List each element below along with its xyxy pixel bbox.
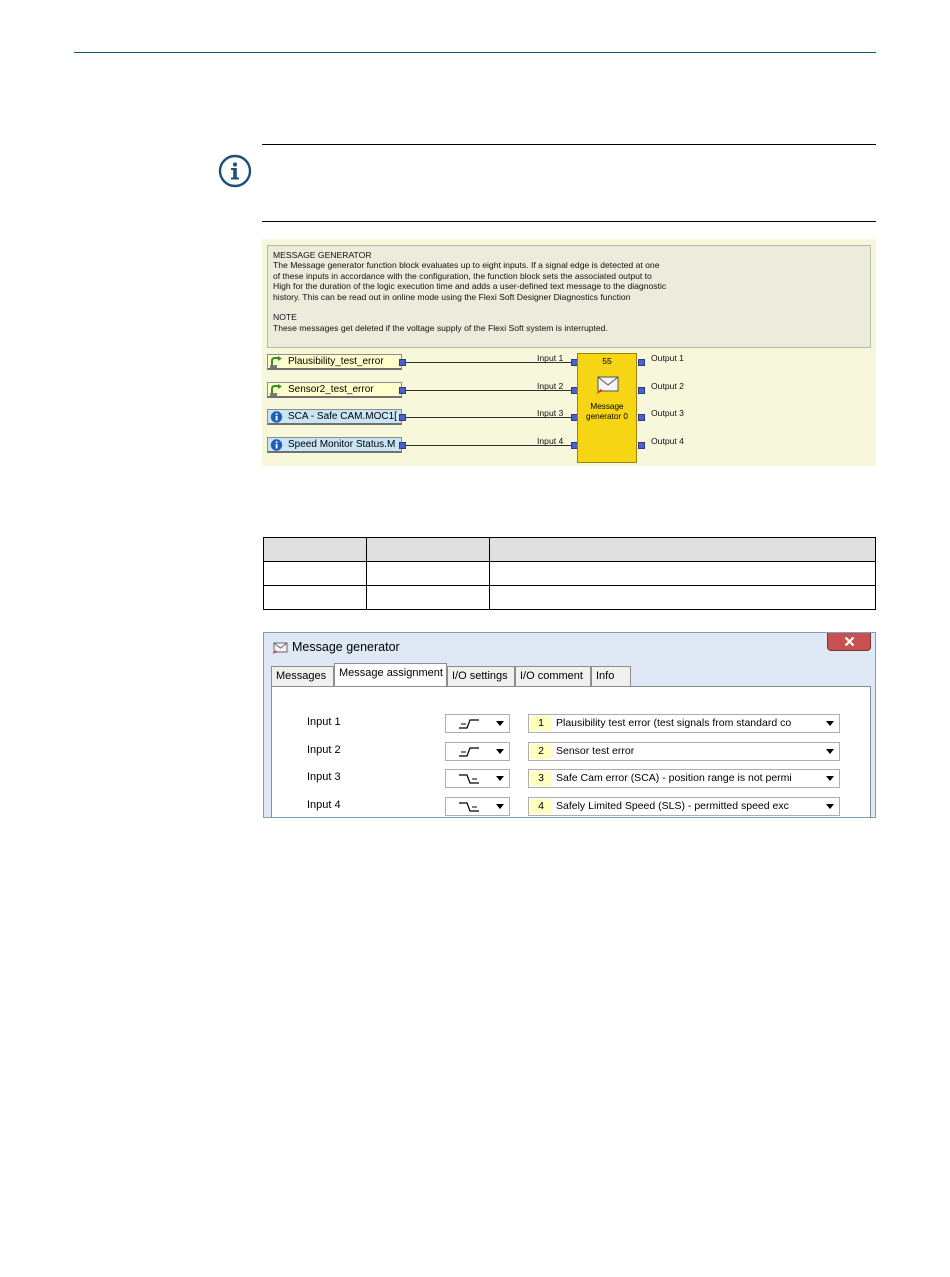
table-row — [264, 562, 876, 586]
description-line — [273, 302, 870, 312]
table-cell — [367, 562, 490, 586]
header-rule — [74, 52, 876, 53]
message-number: 2 — [530, 744, 552, 759]
table-cell — [264, 586, 367, 610]
chevron-down-icon — [826, 776, 834, 781]
source-port[interactable] — [399, 442, 406, 449]
input-port-label: Input 3 — [537, 408, 564, 418]
table-cell — [264, 562, 367, 586]
description-line: The Message generator function block evaluates up to eight inputs. If a signal edge is detected at one — [273, 260, 660, 271]
input-port-label: Input 1 — [537, 353, 564, 363]
message-select[interactable] — [528, 797, 840, 816]
chevron-down-icon — [826, 804, 834, 809]
table-cell — [490, 586, 876, 610]
table-row — [264, 586, 876, 610]
edge-select[interactable] — [445, 742, 510, 761]
info-icon — [270, 411, 283, 423]
input-element-plausibility[interactable] — [267, 354, 402, 370]
data-table — [263, 537, 876, 610]
chevron-down-icon — [826, 721, 834, 726]
block-output-port[interactable] — [638, 414, 645, 421]
falling-edge-icon — [458, 801, 480, 813]
source-port[interactable] — [399, 387, 406, 394]
output-port-label: Output 4 — [651, 436, 684, 446]
message-text: Sensor test error — [556, 745, 635, 757]
source-port[interactable] — [399, 359, 406, 366]
message-select[interactable] — [528, 714, 840, 733]
logic-diagram — [262, 239, 876, 466]
block-output-port[interactable] — [638, 442, 645, 449]
message-text: Safely Limited Speed (SLS) - permitted speed exc — [556, 800, 789, 812]
test-arrow-icon — [270, 384, 283, 396]
input-element-sca[interactable] — [267, 409, 402, 425]
message-number: 1 — [530, 716, 552, 731]
description-line: High for the duration of the logic execution time and adds a user-defined text message to the diagnostic — [273, 281, 667, 292]
block-name-line1: Message — [590, 402, 624, 411]
table-header-cell — [490, 538, 876, 562]
close-button[interactable] — [827, 633, 871, 651]
input-port-label: Input 4 — [537, 436, 564, 446]
falling-edge-icon — [458, 773, 480, 785]
message-text: Safe Cam error (SCA) - position range is not permi — [556, 772, 792, 784]
tab-messages[interactable]: Messages — [271, 666, 334, 686]
chevron-down-icon — [496, 749, 504, 754]
input-label: Sensor2_test_error — [288, 384, 374, 395]
note-top-rule — [262, 144, 876, 145]
chevron-down-icon — [496, 804, 504, 809]
output-port-label: Output 3 — [651, 408, 684, 418]
edge-select[interactable] — [445, 797, 510, 816]
message-generator-dialog — [263, 632, 876, 818]
note-bottom-rule — [262, 221, 876, 222]
input-element-sensor2[interactable] — [267, 382, 402, 398]
description-line: NOTE — [273, 312, 297, 323]
block-output-port[interactable] — [638, 359, 645, 366]
input-label: Plausibility_test_error — [288, 356, 384, 367]
dialog-title: Message generator — [292, 640, 400, 654]
rising-edge-icon — [458, 746, 480, 758]
description-line: of these inputs in accordance with the configuration, the function block sets the associated output to — [273, 270, 652, 281]
chevron-down-icon — [496, 776, 504, 781]
message-assignment-page — [271, 686, 871, 818]
input-label: SCA - Safe CAM.MOC1[ — [288, 411, 397, 422]
message-select[interactable] — [528, 742, 840, 761]
message-text: Plausibility test error (test signals from standard co — [556, 717, 792, 729]
source-port[interactable] — [399, 414, 406, 421]
tab-message-assignment[interactable]: Message assignment — [334, 663, 447, 687]
block-name — [578, 402, 636, 421]
output-port-label: Output 1 — [651, 353, 684, 363]
table-cell — [490, 562, 876, 586]
rising-edge-icon — [458, 718, 480, 730]
close-icon — [844, 636, 855, 647]
chevron-down-icon — [496, 721, 504, 726]
input-row-label: Input 2 — [307, 744, 341, 756]
description-line: history. This can be read out in online mode using the Flexi Soft Designer Diagnostics function — [273, 291, 631, 302]
tab-io-settings[interactable]: I/O settings — [447, 666, 515, 686]
edge-select[interactable] — [445, 769, 510, 788]
block-output-port[interactable] — [638, 387, 645, 394]
input-row-label: Input 4 — [307, 799, 341, 811]
table-cell — [367, 586, 490, 610]
table-header-cell — [367, 538, 490, 562]
tab-info[interactable]: Info — [591, 666, 631, 686]
input-label: Speed Monitor Status.M — [288, 439, 396, 450]
output-port-label: Output 2 — [651, 381, 684, 391]
description-line: These messages get deleted if the voltage supply of the Flexi Soft system is interrupted. — [273, 322, 608, 333]
table-header-row — [264, 538, 876, 562]
block-name-line2: generator 0 — [586, 411, 628, 421]
chevron-down-icon — [826, 749, 834, 754]
envelope-icon — [272, 641, 288, 655]
info-icon — [270, 439, 283, 451]
tab-io-comment[interactable]: I/O comment — [515, 666, 591, 686]
edge-select[interactable] — [445, 714, 510, 733]
input-row-label: Input 1 — [307, 716, 341, 728]
description-box — [267, 245, 871, 348]
input-element-speed-monitor[interactable] — [267, 437, 402, 453]
message-generator-block[interactable] — [577, 353, 637, 463]
test-arrow-icon — [270, 356, 283, 368]
block-number: 55 — [602, 356, 612, 366]
envelope-icon — [595, 374, 621, 396]
message-select[interactable] — [528, 769, 840, 788]
tab-bar — [271, 663, 871, 687]
table-header-cell — [264, 538, 367, 562]
message-number: 4 — [530, 799, 552, 814]
info-note-icon — [218, 154, 252, 188]
message-number: 3 — [530, 771, 552, 786]
description-line: MESSAGE GENERATOR — [273, 250, 372, 260]
input-port-label: Input 2 — [537, 381, 564, 391]
input-row-label: Input 3 — [307, 771, 341, 783]
